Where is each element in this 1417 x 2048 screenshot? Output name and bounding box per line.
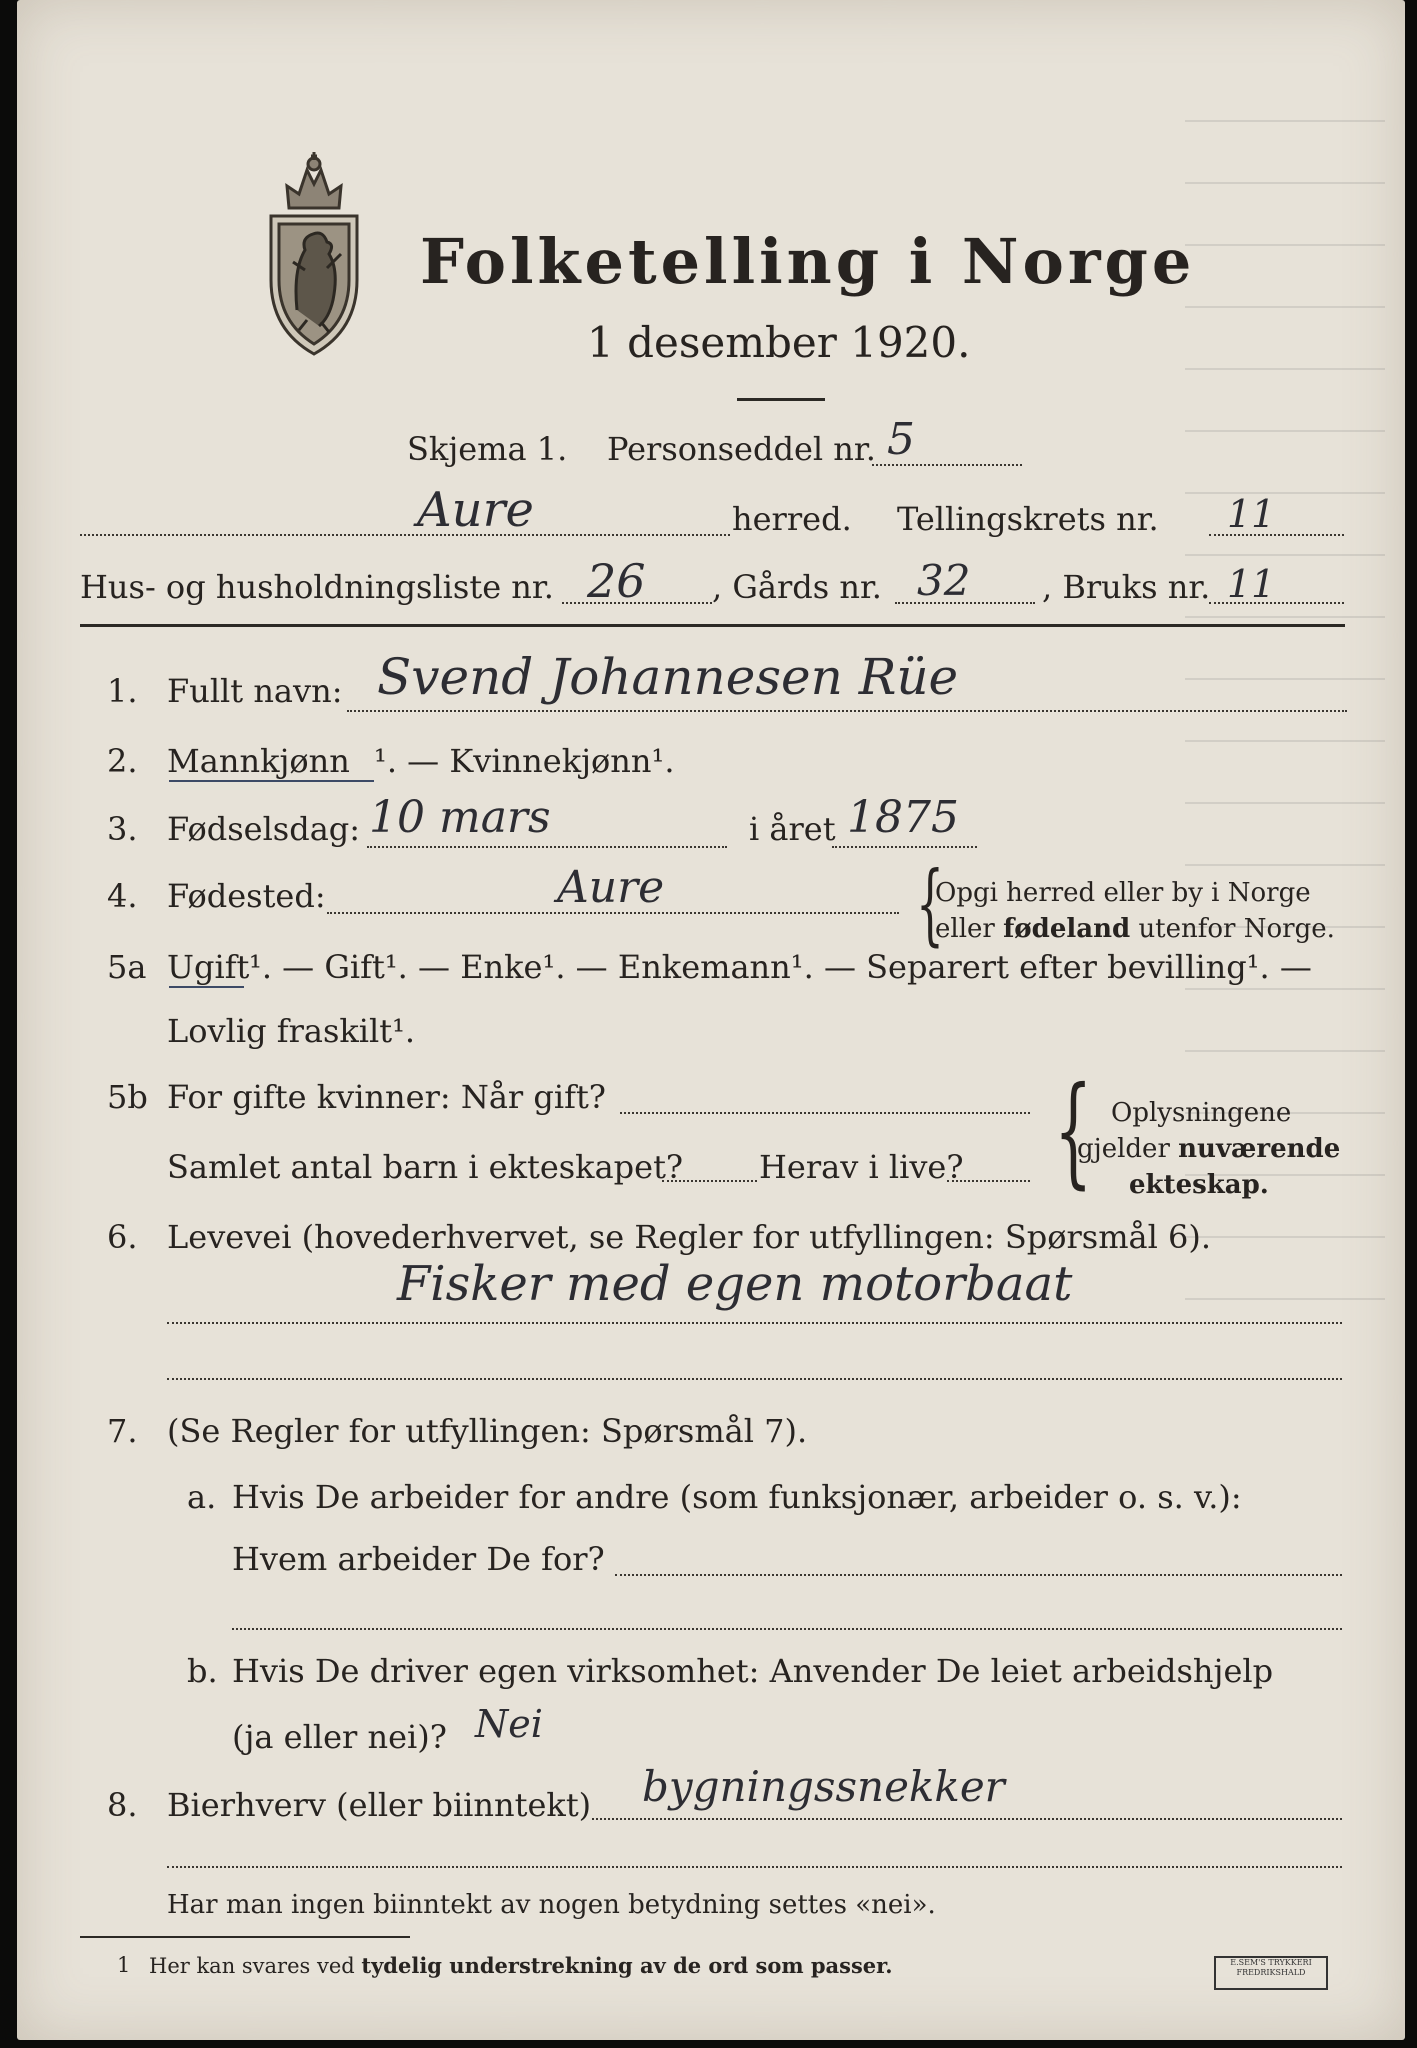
census-form	[17, 0, 1405, 2040]
bruks-value[interactable]: 11	[1227, 562, 1276, 606]
q3-year-line	[832, 846, 977, 848]
q4-brace: {	[916, 852, 944, 955]
herred-value[interactable]: Aure	[417, 482, 534, 538]
q2-option-female[interactable]: ¹. — Kvinnekjønn¹.	[374, 742, 675, 780]
form-title: Folketelling i Norge	[420, 225, 1196, 298]
schema-label: Skjema 1.	[407, 430, 568, 468]
q4-number: 4.	[107, 877, 138, 915]
q6-occupation[interactable]: Fisker med egen motorbaat	[397, 1256, 1073, 1312]
q8-line-2[interactable]	[167, 1866, 1342, 1868]
q1-full-name[interactable]: Svend Johannesen Rüe	[377, 648, 959, 706]
census-date: 1 desember 1920.	[587, 318, 971, 367]
q1-number: 1.	[107, 672, 138, 710]
q8-label: Bierhverv (eller biinntekt)	[167, 1786, 592, 1824]
side-income-note: Har man ingen biinntekt av nogen betydning settes «nei».	[167, 1890, 936, 1920]
q3-label: Fødselsdag:	[167, 810, 361, 848]
q5a-option-fraskilt[interactable]: Lovlig fraskilt¹.	[167, 1012, 416, 1050]
q1-line	[347, 710, 1347, 712]
gards-label: , Gårds nr.	[712, 568, 882, 606]
footnote-rule	[80, 1936, 410, 1938]
q8-line	[592, 1818, 1342, 1820]
q6-label: Levevei (hovederhvervet, se Regler for utfyllingen: Spørsmål 6).	[167, 1218, 1212, 1256]
tellingskrets-value[interactable]: 11	[1227, 492, 1276, 536]
q5b-note-line3: ekteskap.	[1129, 1170, 1269, 1200]
q4-note-line1: Opgi herred eller by i Norge	[935, 878, 1311, 908]
q4-label: Fødested:	[167, 877, 326, 915]
q3-number: 3.	[107, 810, 138, 848]
q7b-yes-no-label: (ja eller nei)?	[232, 1718, 447, 1756]
q5b-alive-line[interactable]	[947, 1180, 1030, 1182]
q7a-employer-line[interactable]	[615, 1574, 1342, 1576]
q2-option-male[interactable]: Mannkjønn	[167, 742, 350, 780]
q5b-number: 5b	[107, 1078, 148, 1116]
tellingskrets-label: Tellingskrets nr.	[897, 500, 1159, 538]
q5b-note-line1: Oplysningene	[1111, 1098, 1292, 1128]
coat-of-arms-icon	[249, 150, 379, 360]
q5b-children-line[interactable]	[662, 1180, 757, 1182]
herred-label: herred.	[732, 500, 852, 538]
q5b-married-when-label: For gifte kvinner: Når gift?	[167, 1078, 606, 1116]
q5b-married-when-line[interactable]	[620, 1112, 1030, 1114]
q2-number: 2.	[107, 742, 138, 780]
personseddel-value[interactable]: 5	[887, 414, 915, 465]
printer-mark: E.SEM'S TRYKKERI FREDRIKSHALD	[1214, 1956, 1328, 1990]
husliste-label: Hus- og husholdningsliste nr.	[80, 568, 554, 606]
q3-line	[367, 846, 727, 848]
q7-number: 7.	[107, 1412, 138, 1450]
q7a-number: a.	[187, 1478, 217, 1516]
q3-birthday[interactable]: 10 mars	[369, 792, 551, 843]
q5b-brace: {	[1054, 1062, 1093, 1201]
q7-label: (Se Regler for utfyllingen: Spørsmål 7).	[167, 1412, 808, 1450]
q7a-label: Hvis De arbeider for andre (som funksjonær, arbeider o. s. v.):	[232, 1478, 1242, 1516]
q4-birthplace[interactable]: Aure	[557, 862, 665, 913]
herred-line	[80, 534, 730, 536]
q5a-number: 5a	[107, 948, 147, 986]
q5b-children-label: Samlet antal barn i ekteskapet?	[167, 1148, 684, 1186]
q1-label: Fullt navn:	[167, 672, 343, 710]
q6-line-1	[167, 1322, 1342, 1324]
q3-birth-year[interactable]: 1875	[847, 792, 959, 843]
q7a-employer-label: Hvem arbeider De for?	[232, 1540, 605, 1578]
q5b-alive-label: Herav i live?	[759, 1148, 964, 1186]
q5a-ugift-underline	[169, 986, 244, 988]
husliste-value[interactable]: 26	[587, 554, 646, 608]
bruks-label: , Bruks nr.	[1042, 568, 1211, 606]
q7a-employer-line-2[interactable]	[232, 1628, 1342, 1630]
header-rule	[80, 624, 1345, 627]
title-divider	[737, 398, 825, 401]
q5b-note-line2: gjelder nuværende	[1077, 1134, 1341, 1164]
q4-note-line2: eller fødeland utenfor Norge.	[935, 914, 1335, 944]
q5a-options[interactable]: ¹. — Gift¹. — Enke¹. — Enkemann¹. — Separert efter bevilling¹. —	[249, 948, 1312, 986]
q5a-option-ugift[interactable]: Ugift	[167, 948, 250, 986]
q7b-answer[interactable]: Nei	[475, 1702, 543, 1746]
footnote-text: Her kan svares ved tydelig understrekning av de ord som passer.	[149, 1953, 893, 1978]
q8-number: 8.	[107, 1786, 138, 1824]
personseddel-label: Personseddel nr.	[607, 430, 876, 468]
gards-value[interactable]: 32	[917, 556, 971, 605]
q6-number: 6.	[107, 1218, 138, 1256]
q8-side-income[interactable]: bygningssnekker	[642, 1762, 1005, 1811]
q7b-number: b.	[187, 1652, 218, 1690]
q6-line-2[interactable]	[167, 1378, 1342, 1380]
q3-year-label: i året	[749, 810, 836, 848]
q7b-label: Hvis De driver egen virksomhet: Anvender De leiet arbeidshjelp	[232, 1652, 1274, 1690]
q2-male-underline	[169, 780, 374, 782]
footnote-number: 1	[117, 1953, 131, 1977]
